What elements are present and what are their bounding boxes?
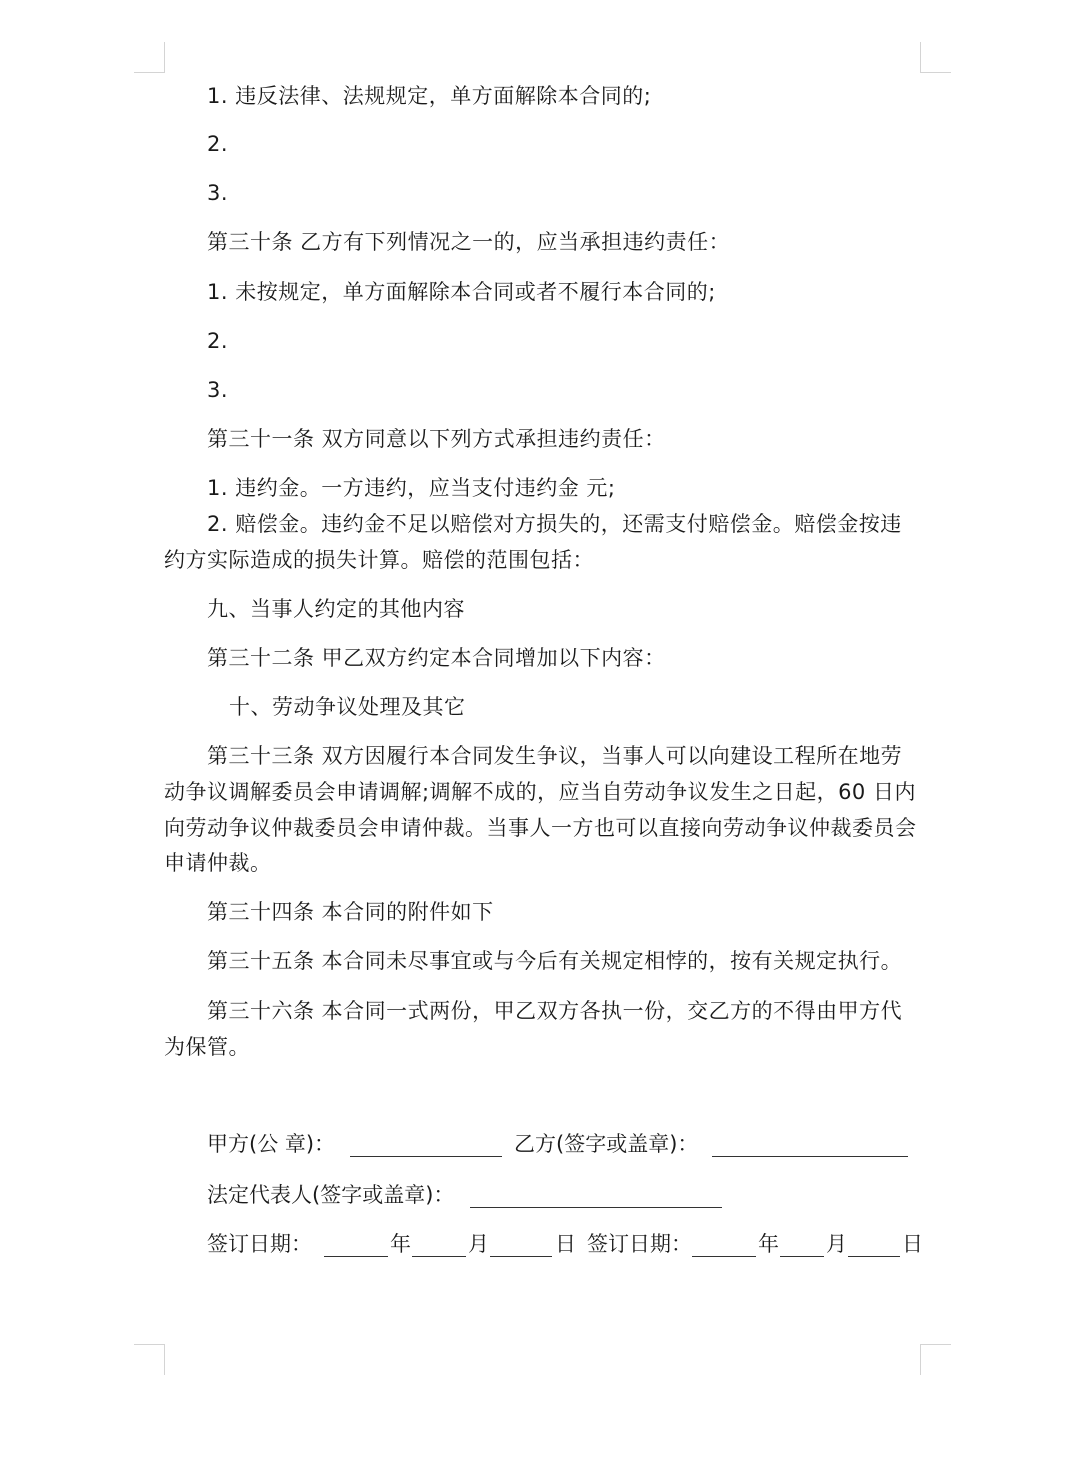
clause-33-line-2: 动争议调解委员会申请调解;调解不成的，应当自劳动争议发生之日起，60 日内 — [164, 780, 916, 804]
clause-30-item-3: 3. — [207, 378, 229, 402]
clause-35: 第三十五条 本合同未尽事宜或与今后有关规定相悖的，按有关规定执行。 — [207, 949, 903, 973]
clause-32: 第三十二条 甲乙双方约定本合同增加以下内容： — [207, 646, 666, 670]
legal-rep-label: 法定代表人(签字或盖章)： — [207, 1183, 455, 1207]
section-9-heading: 九、当事人约定的其他内容 — [207, 597, 465, 621]
date-b-year-unit: 年 — [758, 1232, 779, 1256]
date-b-year-field[interactable] — [692, 1234, 756, 1257]
clause-30-item-1: 1. 未按规定，单方面解除本合同或者不履行本合同的; — [207, 280, 716, 304]
clause-36-line-2: 为保管。 — [164, 1035, 250, 1059]
clause-29-item-3: 3. — [207, 181, 229, 205]
party-b-label: 乙方(签字或盖章)： — [514, 1132, 699, 1156]
date-b-day-field[interactable] — [848, 1234, 900, 1257]
sign-date-b-label: 签订日期： — [587, 1232, 692, 1256]
date-a-month-field[interactable] — [412, 1234, 466, 1257]
date-a-month-unit: 月 — [468, 1232, 489, 1256]
date-b-day-unit: 日 — [902, 1232, 923, 1256]
sign-date-a-label: 签订日期： — [207, 1232, 312, 1256]
date-a-year-unit: 年 — [390, 1232, 411, 1256]
clause-36-line-1: 第三十六条 本合同一式两份，甲乙双方各执一份，交乙方的不得由甲方代 — [207, 999, 903, 1023]
clause-31-item-2: 2. 赔偿金。违约金不足以赔偿对方损失的，还需支付赔偿金。赔偿金按违 — [207, 512, 902, 536]
party-a-label: 甲方(公 章)： — [207, 1132, 336, 1156]
date-a-day-field[interactable] — [490, 1234, 552, 1257]
party-a-seal-field[interactable] — [350, 1134, 502, 1157]
party-b-signature-field[interactable] — [712, 1134, 908, 1157]
clause-29-item-2: 2. — [207, 132, 229, 156]
clause-30-item-2: 2. — [207, 329, 229, 353]
clause-33-line-3: 向劳动争议仲裁委员会申请仲裁。当事人一方也可以直接向劳动争议仲裁委员会 — [164, 816, 917, 840]
party-a-row — [207, 1126, 335, 1162]
crop-mark-top-left — [134, 42, 165, 73]
clause-29-item-1: 1. 违反法律、法规规定，单方面解除本合同的; — [207, 84, 652, 108]
date-b-month-field[interactable] — [780, 1234, 824, 1257]
legal-rep-row — [207, 1177, 454, 1213]
clause-30-heading: 第三十条 乙方有下列情况之一的，应当承担违约责任： — [207, 230, 731, 254]
legal-rep-signature-field[interactable] — [470, 1185, 722, 1208]
crop-mark-bottom-right — [920, 1344, 951, 1375]
clause-31-heading: 第三十一条 双方同意以下列方式承担违约责任： — [207, 427, 666, 451]
clause-33-line-1: 第三十三条 双方因履行本合同发生争议，当事人可以向建设工程所在地劳 — [207, 744, 903, 768]
clause-33-line-4: 申请仲裁。 — [164, 851, 272, 875]
party-b-row — [514, 1126, 698, 1162]
section-10-heading: 十、劳动争议处理及其它 — [229, 695, 466, 719]
clause-31-item-2-cont: 约方实际造成的损失计算。赔偿的范围包括： — [164, 548, 594, 572]
date-b-month-unit: 月 — [826, 1232, 847, 1256]
clause-31-item-1: 1. 违约金。一方违约，应当支付违约金 元; — [207, 476, 616, 500]
date-a-year-field[interactable] — [324, 1234, 388, 1257]
crop-mark-bottom-left — [134, 1344, 165, 1375]
date-a-day-unit: 日 — [555, 1232, 576, 1256]
clause-34: 第三十四条 本合同的附件如下 — [207, 900, 494, 924]
crop-mark-top-right — [920, 42, 951, 73]
